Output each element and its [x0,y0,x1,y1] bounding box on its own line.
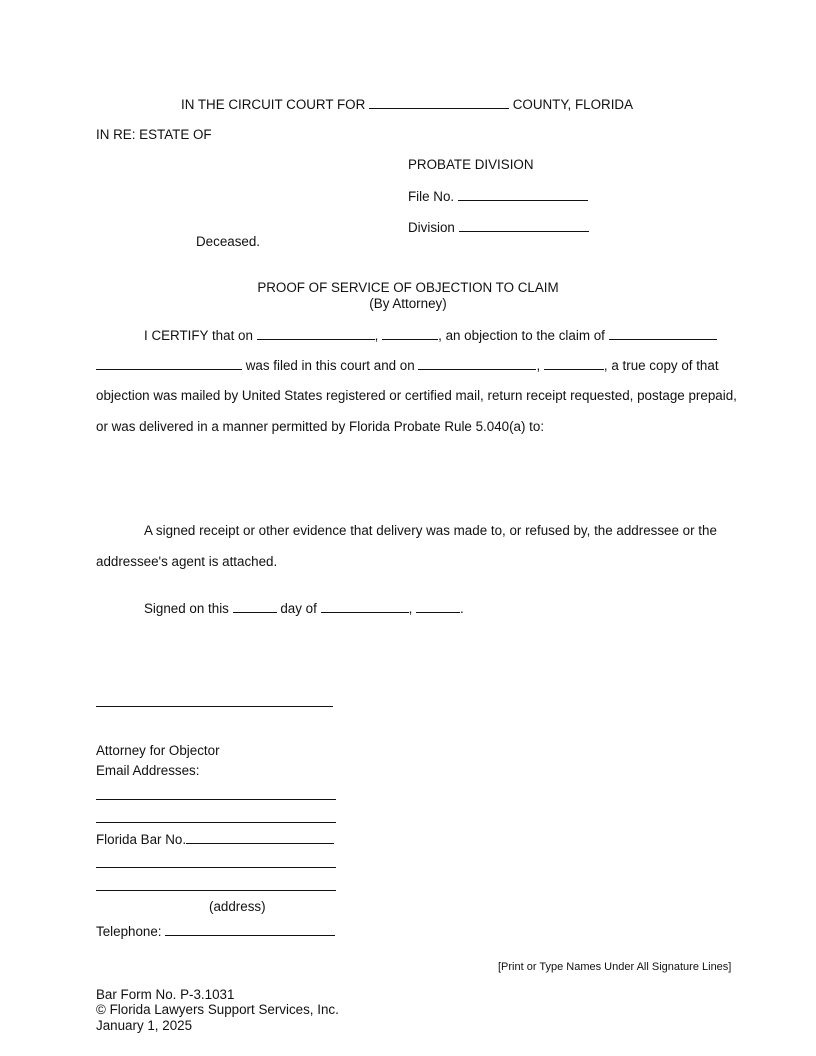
date-blank-1 [257,327,375,340]
county-blank [369,96,509,109]
comma-1: , [374,328,379,343]
bar-no-blank [186,831,334,844]
division-line [408,219,589,235]
signed-on-line [144,600,464,616]
file-no-line [408,188,588,204]
document-subtitle: (By Attorney) [369,296,447,311]
filed-text: was filed in this court and on [245,358,415,373]
copyright-line: © Florida Lawyers Support Services, Inc. [96,1002,339,1017]
true-copy-text: , a true copy of that [603,358,719,373]
receipt-line-2: addressee's agent is attached. [96,554,278,569]
certify-line-1 [144,327,717,343]
certify-line-4: or was delivered in a manner permitted by Florida Probate Rule 5.040(a) to: [96,419,545,434]
year-blank-1 [382,327,438,340]
court-prefix: IN THE CIRCUIT COURT FOR [181,97,366,112]
probate-division: PROBATE DIVISION [408,157,534,172]
email-line-1 [96,799,336,800]
file-no-blank [458,188,588,201]
day-blank [233,600,277,613]
address-line-2 [96,890,336,891]
document-title: PROOF OF SERVICE OF OBJECTION TO CLAIM [257,280,559,295]
bar-no-label: Florida Bar No. [96,832,187,847]
attorney-for-label: Attorney for Objector [96,743,220,758]
certify-line-2 [96,357,719,373]
deceased-label: Deceased. [196,234,261,249]
month-blank [321,600,409,613]
court-heading [181,96,633,112]
signed-text-a: Signed on this [144,601,229,616]
form-date: January 1, 2025 [96,1018,193,1033]
certify-text-c: , an objection to the claim of [438,328,605,343]
telephone-blank [165,923,335,936]
signed-comma: , [408,601,413,616]
receipt-line-1: A signed receipt or other evidence that delivery was made to, or refused by, the addressee or the [144,523,717,538]
comma-2: , [536,358,541,373]
claimant-blank [609,327,717,340]
claimant-blank-cont [96,357,242,370]
signed-period: . [460,601,464,616]
division-label: Division [408,220,455,235]
certify-text-a: I CERTIFY that on [144,328,253,343]
signed-text-b: day of [280,601,317,616]
email-line-2 [96,822,336,823]
division-blank [459,219,589,232]
address-label: (address) [209,899,266,914]
email-label: Email Addresses: [96,763,200,778]
print-note: [Print or Type Names Under All Signature Lines] [498,961,732,973]
telephone-line [96,923,335,939]
in-re-line: IN RE: ESTATE OF [96,127,212,142]
file-no-label: File No. [408,189,455,204]
year-blank-2 [544,357,604,370]
certify-line-3: objection was mailed by United States registered or certified mail, return receipt requested, postage prepaid, [96,388,737,403]
bar-no-line [96,831,334,847]
year-blank-3 [416,600,460,613]
date-blank-2 [418,357,536,370]
form-number: Bar Form No. P-3.1031 [96,987,235,1002]
telephone-label: Telephone: [96,924,162,939]
court-suffix: COUNTY, FLORIDA [512,97,634,112]
address-line-1 [96,867,336,868]
signature-line [96,706,333,707]
